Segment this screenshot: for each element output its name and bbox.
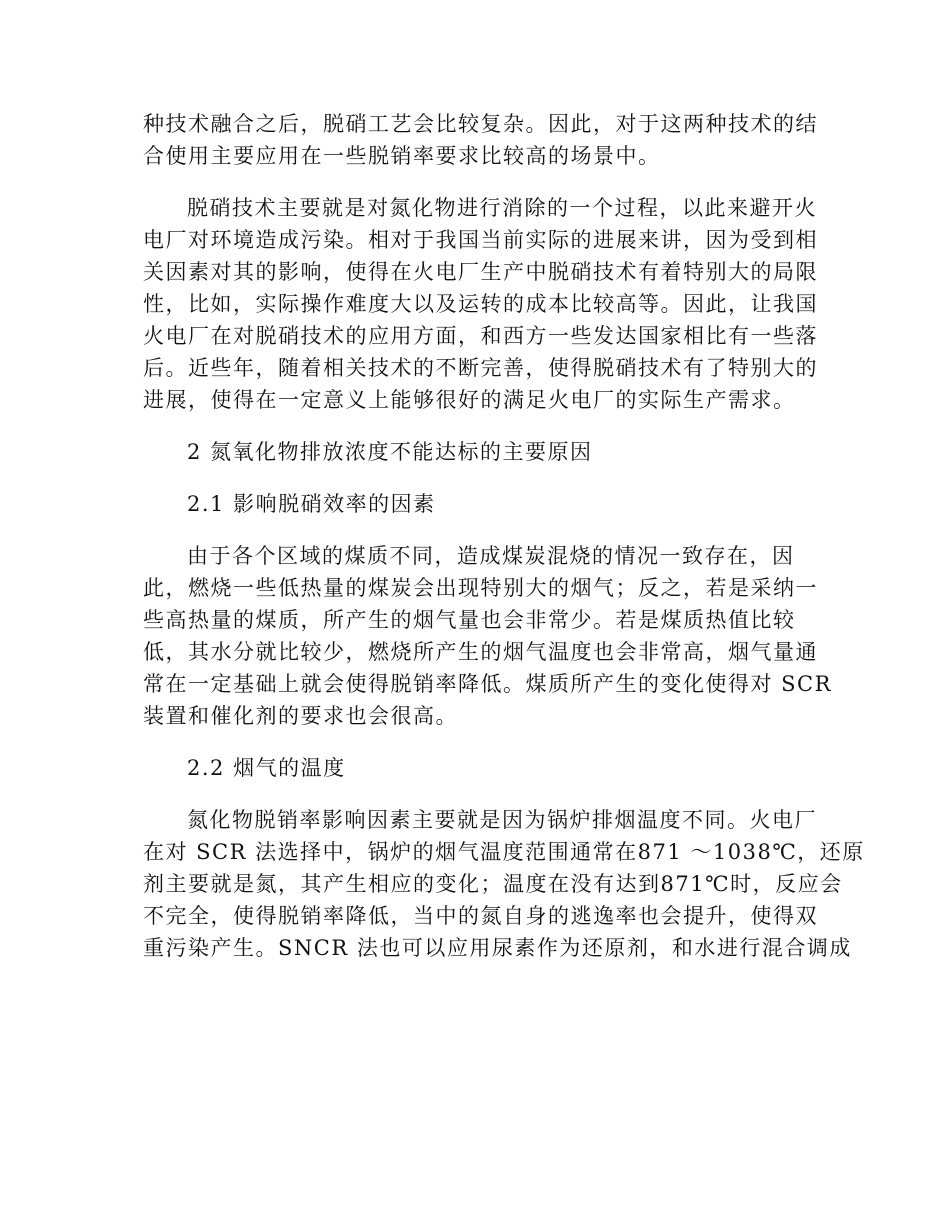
section-heading: 2 氮氧化物排放浓度不能达标的主要原因: [187, 440, 593, 464]
paragraph: [143, 108, 818, 172]
text-line: 脱硝技术主要就是对氮化物进行消除的一个过程，以此来避开火: [187, 196, 817, 220]
paragraph: [143, 540, 832, 732]
text-line: 关因素对其的影响，使得在火电厂生产中脱硝技术有着特别大的局限: [143, 260, 818, 284]
subsection-heading: 2.1 影响脱硝效率的因素: [187, 492, 436, 516]
text-line: 常在一定基础上就会使得脱销率降低。煤质所产生的变化使得对 SCR: [143, 672, 832, 696]
paragraph: [143, 192, 818, 416]
text-line: 种技术融合之后，脱硝工艺会比较复杂。因此，对于这两种技术的结: [143, 112, 818, 136]
text-line: 由于各个区域的煤质不同，造成煤炭混烧的情况一致存在，因: [187, 544, 795, 568]
paragraph: [143, 804, 865, 964]
text-line: 重污染产生。SNCR 法也可以应用尿素作为还原剂，和水进行混合调成: [143, 936, 852, 960]
text-line: 此，燃烧一些低热量的煤炭会出现特别大的烟气；反之，若是采纳一: [143, 576, 818, 600]
text-line: 低，其水分就比较少，燃烧所产生的烟气温度也会非常高，烟气量通: [143, 640, 818, 664]
text-line: 后。近些年，随着相关技术的不断完善，使得脱硝技术有了特别大的: [143, 356, 818, 380]
document-body: [143, 108, 865, 964]
text-line: 电厂对环境造成污染。相对于我国当前实际的进展来讲，因为受到相: [143, 228, 818, 252]
text-line: 在对 SCR 法选择中，锅炉的烟气温度范围通常在871 ～1038℃，还原: [143, 840, 865, 864]
text-line: 火电厂在对脱硝技术的应用方面，和西方一些发达国家相比有一些落: [143, 324, 818, 348]
text-line: 装置和催化剂的要求也会很高。: [143, 704, 458, 728]
text-line: 些高热量的煤质，所产生的烟气量也会非常少。若是煤质热值比较: [143, 608, 796, 632]
text-line: 氮化物脱销率影响因素主要就是因为锅炉排烟温度不同。火电厂: [187, 808, 817, 832]
text-line: 进展，使得在一定意义上能够很好的满足火电厂的实际生产需求。: [143, 388, 796, 412]
text-line: 不完全，使得脱销率降低，当中的氮自身的逃逸率也会提升，使得双: [143, 904, 818, 928]
text-line: 合使用主要应用在一些脱销率要求比较高的场景中。: [143, 144, 661, 168]
subsection-heading: 2.2 烟气的温度: [187, 756, 346, 780]
text-line: 剂主要就是氮，其产生相应的变化；温度在没有达到871℃时，反应会: [143, 872, 843, 896]
text-line: 性，比如，实际操作难度大以及运转的成本比较高等。因此，让我国: [143, 292, 818, 316]
